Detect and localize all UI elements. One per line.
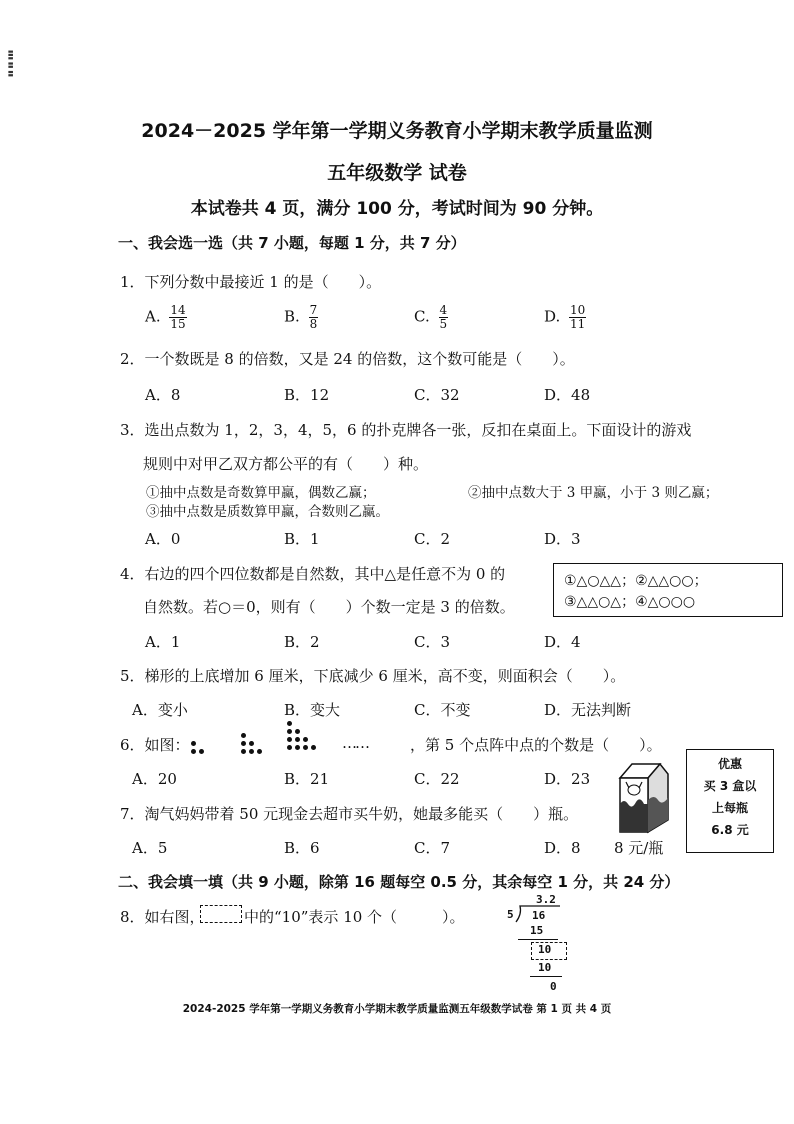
q2-option-a[interactable]: A．8 [145,386,181,404]
q3-option-a[interactable]: A．0 [145,530,181,548]
promo-box [686,749,774,853]
q5-option-d[interactable]: D．无法判断 [544,701,632,719]
division-line [518,939,558,940]
division-quotient: 3.2 [536,893,556,906]
numerator: 10 [570,303,586,317]
denominator: 15 [170,317,186,331]
milk-carton-icon [612,760,672,836]
dot [311,745,316,750]
q6-option-b[interactable]: B．21 [284,770,330,788]
question-5-stem: 5．梯形的上底增加 6 厘米，下底减少 6 厘米，高不变，则面积会（ ）。 [120,667,626,685]
exam-subtitle: 五年级数学 试卷 [327,162,467,184]
division-dividend: 16 [532,909,546,922]
binding-margin-mark: ▮▮▮ ▮▮ ▮▮ [7,50,14,77]
q3-rule-1: ①抽中点数是奇数算甲赢，偶数乙赢； [146,485,376,501]
dot [303,737,308,742]
q4-option-b[interactable]: B．2 [284,633,320,651]
dashed-box-marker [200,905,242,923]
dot [191,741,196,746]
dot [241,749,246,754]
denominator: 8 [309,317,318,331]
denominator: 11 [570,317,586,331]
dot [303,745,308,750]
fraction [569,304,586,331]
q7-option-b[interactable]: B．6 [284,839,320,857]
division-step2: 10 [538,943,552,956]
dot [199,749,204,754]
question-6-suffix: ，第 5 个点阵中点的个数是（ ）。 [410,736,662,754]
q4-numbers-box [553,563,783,617]
dot [295,729,300,734]
q6-option-c[interactable]: C．22 [414,770,460,788]
dot [287,745,292,750]
dot [191,749,196,754]
numerator: 7 [309,303,318,317]
q3-option-b[interactable]: B．1 [284,530,320,548]
q4-option-a[interactable]: A．1 [145,633,181,651]
question-8-suffix: 中的“10”表示 10 个（ ）。 [244,908,465,926]
q3-option-c[interactable]: C．2 [414,530,451,548]
q5-option-a[interactable]: A．变小 [132,701,188,719]
option-label: C. [414,307,430,326]
q3-option-d[interactable]: D．3 [544,530,581,548]
q2-option-b[interactable]: B．12 [284,386,330,404]
q4-box-line2: ③△△○△；④△○○○ [564,594,696,610]
q4-option-d[interactable]: D．4 [544,633,581,651]
q1-option-d[interactable] [544,304,586,331]
division-line [530,976,562,977]
q4-box-line1: ①△○△△；②△△○○； [564,573,708,589]
option-label: D. [544,307,561,326]
question-6-prefix: 6．如图： [120,736,190,754]
option-label: A. [145,307,161,326]
dot [287,729,292,734]
page-footer: 2024-2025 学年第一学期义务教育小学期末教学质量监测五年级数学试卷 第 1 页 共 4 页 [182,1003,612,1015]
numerator: 14 [170,303,186,317]
milk-price: 8 元/瓶 [614,839,664,857]
q6-option-d[interactable]: D．23 [544,770,591,788]
dot [295,737,300,742]
fraction [309,304,319,331]
q7-option-d[interactable]: D．8 [544,839,581,857]
fraction [439,304,449,331]
q4-option-c[interactable]: C．3 [414,633,451,651]
denominator: 5 [439,317,448,331]
promo-line3: 6.8 元 [711,823,749,837]
question-7-stem: 7．淘气妈妈带着 50 元现金去超市买牛奶，她最多能买（ ）瓶。 [120,805,579,823]
question-4-stem-line1: 4．右边的四个四位数都是自然数，其中△是任意不为 0 的 [120,565,506,583]
division-remainder: 0 [550,980,557,993]
dot [241,733,246,738]
option-label: B. [284,307,300,326]
division-step1: 15 [530,924,544,937]
q6-ellipsis: …… [342,734,368,752]
q5-option-c[interactable]: C．不变 [414,701,471,719]
q7-option-a[interactable]: A．5 [132,839,168,857]
q5-option-b[interactable]: B．变大 [284,701,341,719]
question-1-stem: 1．下列分数中最接近 1 的是（ ）。 [120,273,382,291]
promo-line2: 上每瓶 [711,801,748,815]
promo-line1: 买 3 盒以 [703,779,757,793]
numerator: 4 [439,303,448,317]
q1-option-a[interactable] [145,304,187,331]
q3-rule-2: ②抽中点数大于 3 甲赢，小于 3 则乙赢； [468,485,719,501]
question-4-stem-line2: 自然数。若○＝0，则有（ ）个数一定是 3 的倍数。 [143,598,515,616]
dot [295,745,300,750]
promo-title: 优惠 [717,757,742,771]
question-2-stem: 2．一个数既是 8 的倍数，又是 24 的倍数，这个数可能是（ ）。 [120,350,575,368]
division-step3: 10 [538,961,552,974]
q2-option-d[interactable]: D．48 [544,386,591,404]
section-heading-1: 一、我会选一选（共 7 小题，每题 1 分，共 7 分） [118,234,466,252]
exam-title: 2024－2025 学年第一学期义务教育小学期末教学质量监测 [141,120,653,142]
exam-info: 本试卷共 4 页，满分 100 分，考试时间为 90 分钟。 [190,199,604,219]
q6-option-a[interactable]: A．20 [132,770,177,788]
q1-option-c[interactable] [414,304,448,331]
question-3-stem-line1: 3．选出点数为 1，2，3，4，5，6 的扑克牌各一张，反扣在桌面上。下面设计的游戏 [120,421,692,439]
dot [249,749,254,754]
question-8-prefix: 8．如右图， [120,908,205,926]
dot [287,721,292,726]
division-divisor: 5 [507,908,514,921]
q2-option-c[interactable]: C．32 [414,386,460,404]
fraction [169,304,186,331]
dot [257,749,262,754]
q3-rule-3: ③抽中点数是质数算甲赢，合数则乙赢。 [146,504,389,520]
q1-option-b[interactable] [284,304,318,331]
dot [241,741,246,746]
section-heading-2: 二、我会填一填（共 9 小题，除第 16 题每空 0.5 分，其余每空 1 分，共 24 分） [118,873,680,891]
question-3-stem-line2: 规则中对甲乙双方都公平的有（ ）种。 [143,455,429,473]
q7-option-c[interactable]: C．7 [414,839,451,857]
dot [249,741,254,746]
dot [287,737,292,742]
